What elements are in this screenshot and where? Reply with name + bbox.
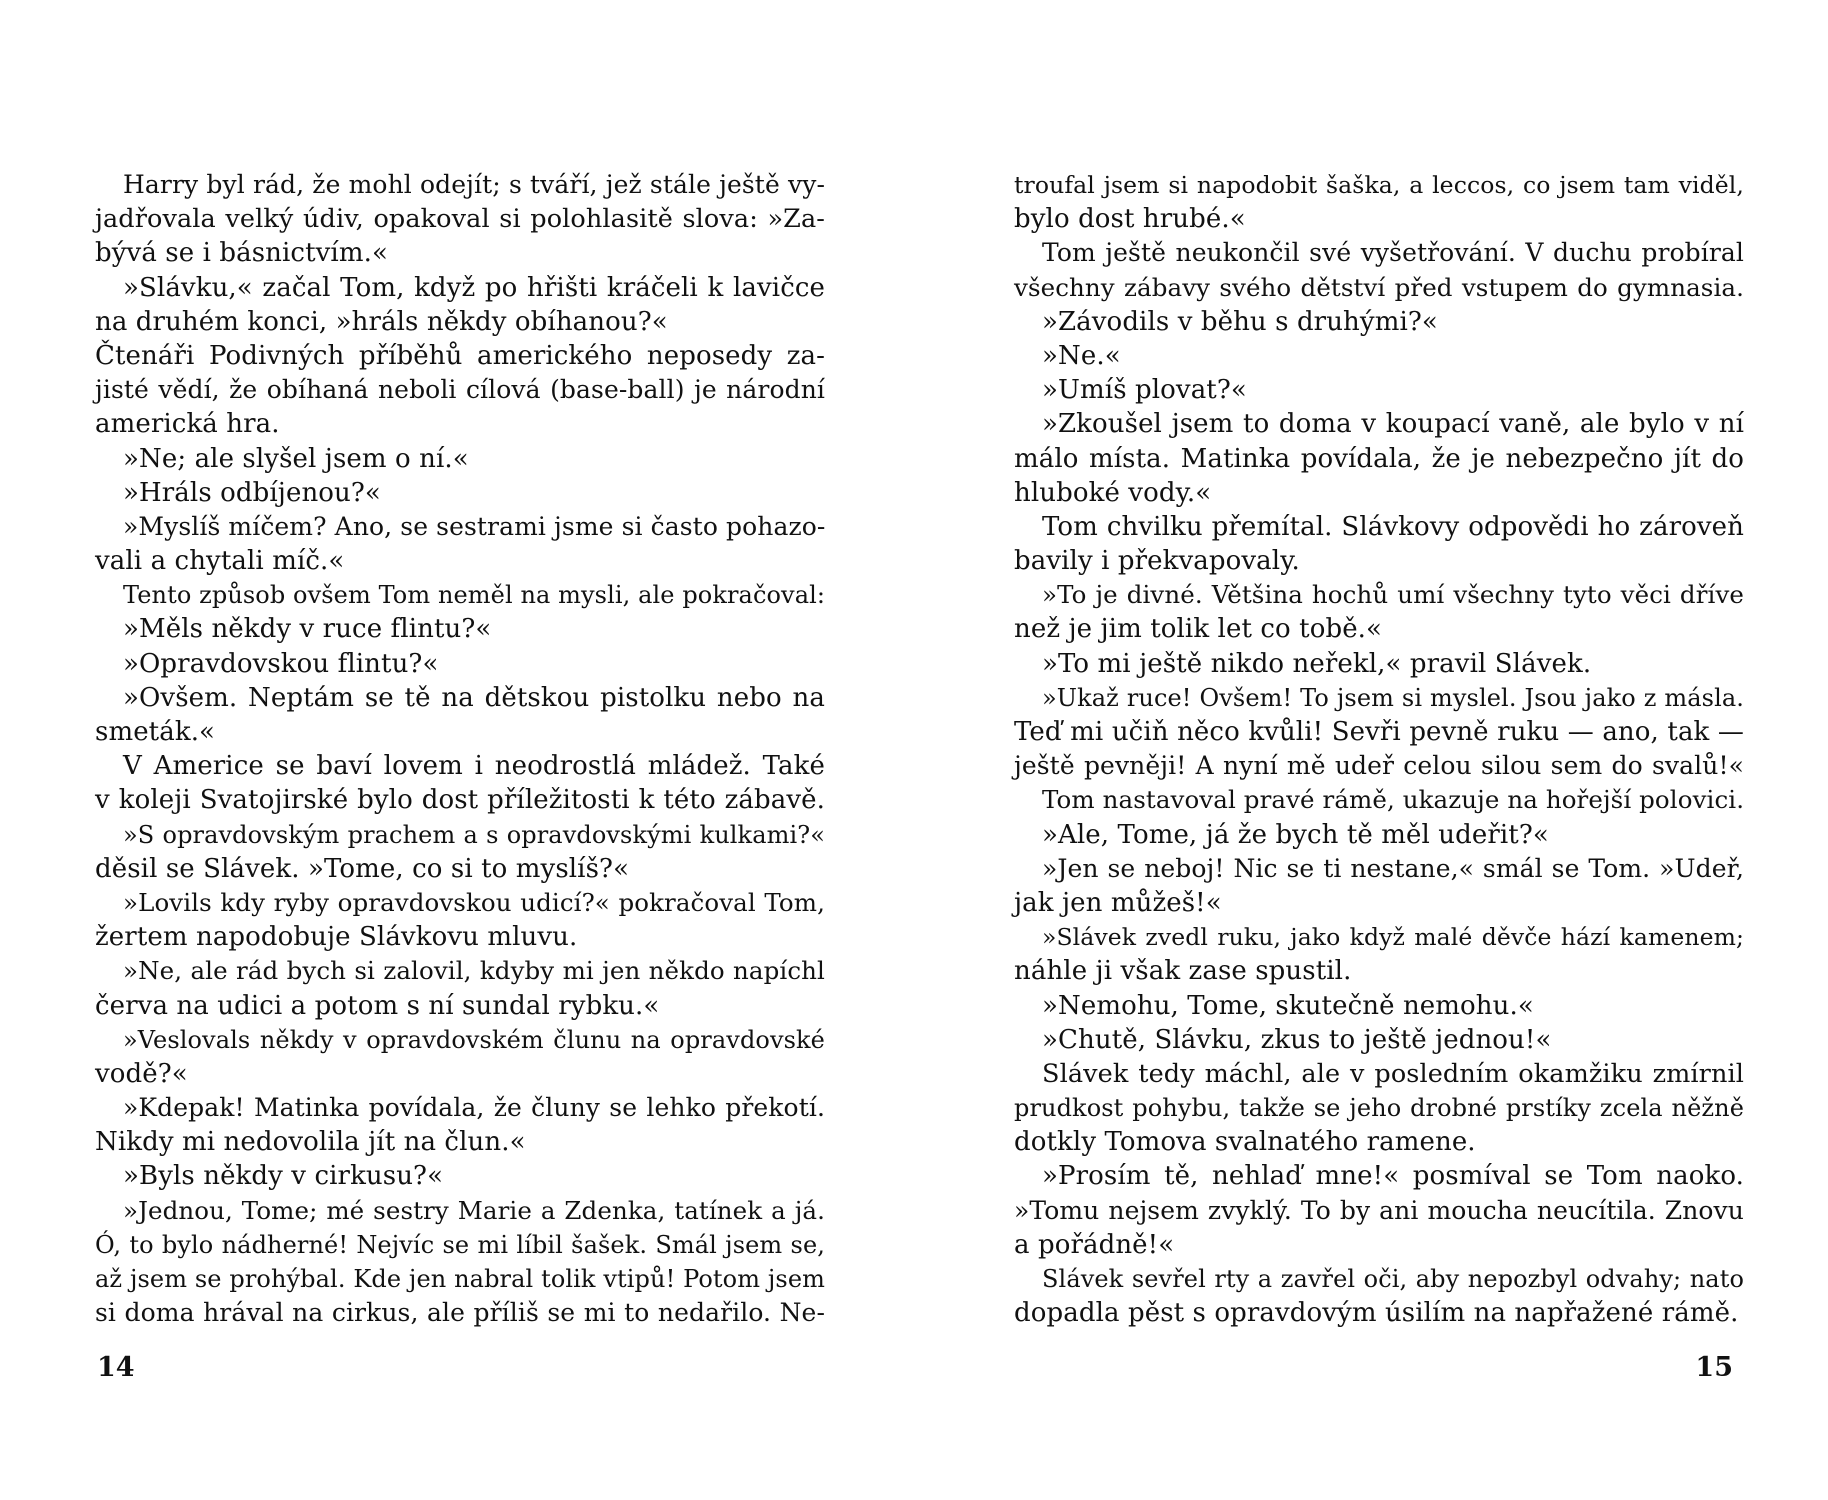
- text-line: náhle ji však zase spustil.: [1014, 956, 1352, 987]
- text-line: Tento způsob ovšem Tom neměl na mysli, ale pokračoval:: [123, 581, 826, 610]
- text-line: Tom nastavoval pravé rámě, ukazuje na hořejší polovici.: [1042, 785, 1745, 815]
- text-line: hluboké vody.«: [1014, 477, 1212, 508]
- text-line: »Nemohu, Tome, skutečně nemohu.«: [1042, 990, 1534, 1021]
- text-line: červa na udici a potom s ní sundal rybku.«: [95, 990, 660, 1021]
- text-line: »Ne, ale rád bych si zalovil, kdyby mi jen někdo napíchl: [123, 956, 825, 986]
- text-line: jadřovala velký údiv, opakoval si polohlasitě slova: »Za-: [95, 204, 825, 235]
- text-line: ještě pevněji! A nyní mě udeř celou silou sem do svalů!«: [1014, 751, 1744, 781]
- text-line: »Ale, Tome, já že bych tě měl udeřit?«: [1042, 819, 1549, 850]
- text-line: vali a chytali míč.«: [95, 546, 345, 577]
- left-page-number: 14: [97, 1352, 135, 1383]
- text-line: Slávek sevřel rty a zavřel oči, aby nepozbyl odvahy; nato: [1042, 1265, 1744, 1293]
- text-line: »S opravdovským prachem a s opravdovskými kulkami?«: [123, 820, 825, 849]
- text-line: v koleji Svatojirské bylo dost příležitosti k této zábavě.: [95, 785, 825, 816]
- text-line: vodě?«: [95, 1058, 188, 1089]
- text-line: »To je divné. Většina hochů umí všechny tyto věci dříve: [1042, 580, 1744, 610]
- text-line: »Hráls odbíjenou?«: [123, 477, 381, 508]
- text-line: »Tomu nejsem zvyklý. To by ani moucha neucítila. Znovu: [1014, 1195, 1744, 1225]
- text-line: dopadla pěst s opravdovým úsilím na napřažené rámě.: [1014, 1298, 1739, 1329]
- text-line: bylo dost hrubé.«: [1014, 204, 1246, 235]
- text-line: až jsem se prohýbal. Kde jen nabral tolik vtipů! Potom jsem: [95, 1265, 825, 1293]
- text-line: Tom chvilku přemítal. Slávkovy odpovědi ho zároveň: [1042, 511, 1744, 542]
- text-line: žertem napodobuje Slávkovu mluvu.: [95, 922, 578, 953]
- text-line: bavily i překvapovaly.: [1014, 546, 1300, 577]
- text-line: všechny zábavy svého dětství před vstupem do gymnasia.: [1014, 272, 1744, 302]
- text-line: V Americe se baví lovem i neodrostlá mládež. Také: [123, 751, 825, 782]
- text-line: než je jim tolik let co tobě.«: [1014, 614, 1383, 645]
- text-line: »Chutě, Slávku, zkus to ještě jednou!«: [1042, 1024, 1552, 1055]
- text-line: Nikdy mi nedovolila jít na člun.«: [95, 1127, 526, 1158]
- text-line: americká hra.: [95, 409, 280, 440]
- text-line: »Ukaž ruce! Ovšem! To jsem si myslel. Jsou jako z másla.: [1042, 683, 1744, 712]
- text-line: Harry byl rád, že mohl odejít; s tváří, jež stále ještě vy-: [123, 170, 825, 199]
- text-line: si doma hrával na cirkus, ale příliš se mi to nedařilo. Ne-: [95, 1298, 825, 1328]
- text-line: Ó, to bylo nádherné! Nejvíc se mi líbil šašek. Smál jsem se,: [95, 1230, 825, 1259]
- text-line: Tom ještě neukončil své vyšetřování. V duchu probíral: [1042, 238, 1744, 268]
- text-line: »Jednou, Tome; mé sestry Marie a Zdenka, tatínek a já.: [123, 1195, 825, 1225]
- text-line: »Kdepak! Matinka povídala, že čluny se lehko překotí.: [123, 1093, 825, 1123]
- text-line: prudkost pohybu, takže se jeho drobné prstíky zcela něžně: [1014, 1094, 1744, 1123]
- left-page-text: [95, 168, 825, 1330]
- text-line: »Zkoušel jsem to doma v koupací vaně, ale bylo v ní: [1042, 409, 1744, 440]
- text-line: »Myslíš míčem? Ano, se sestrami jsme si často pohazo-: [123, 511, 826, 541]
- text-line: »Ne; ale slyšel jsem o ní.«: [123, 443, 469, 474]
- text-line: »To mi ještě nikdo neřekl,« pravil Slávek.: [1042, 648, 1592, 679]
- text-line: »Jen se neboj! Nic se ti nestane,« smál se Tom. »Udeř,: [1042, 853, 1744, 883]
- text-line: »Prosím tě, nehlaď mne!« posmíval se Tom naoko.: [1042, 1161, 1744, 1192]
- right-page: [914, 0, 1828, 1500]
- text-line: »Byls někdy v cirkusu?«: [123, 1161, 444, 1192]
- text-line: jak jen můžeš!«: [1014, 887, 1222, 918]
- text-line: troufal jsem si napodobit šaška, a leccos, co jsem tam viděl,: [1014, 171, 1744, 199]
- text-line: »Slávku,« začal Tom, když po hřišti kráčeli k lavičce: [123, 272, 825, 303]
- text-line: na druhém konci, »hráls někdy obíhanou?«: [95, 306, 668, 337]
- text-line: bývá se i básnictvím.«: [95, 238, 388, 269]
- text-line: »Umíš plovat?«: [1042, 375, 1247, 406]
- text-line: »Veslovals někdy v opravdovském člunu na opravdovské: [123, 1025, 825, 1054]
- text-line: a pořádně!«: [1014, 1229, 1175, 1260]
- text-line: »Ne.«: [1042, 340, 1121, 371]
- text-line: smeták.«: [95, 717, 216, 747]
- text-line: Teď mi učiň něco kvůli! Sevři pevně ruku — ano, tak —: [1014, 717, 1744, 747]
- right-page-text: [1014, 168, 1744, 1330]
- text-line: »Slávek zvedl ruku, jako když malé děvče hází kamenem;: [1042, 923, 1744, 952]
- text-line: »Měls někdy v ruce flintu?«: [123, 614, 492, 645]
- text-line: málo místa. Matinka povídala, že je nebezpečno jít do: [1014, 443, 1744, 474]
- text-line: »Ovšem. Neptám se tě na dětskou pistolku nebo na: [123, 682, 825, 713]
- right-page-number: 15: [1695, 1352, 1733, 1383]
- text-line: »Lovils kdy ryby opravdovskou udicí?« pokračoval Tom,: [123, 887, 825, 917]
- text-line: Slávek tedy máchl, ale v posledním okamžiku zmírnil: [1042, 1058, 1744, 1089]
- text-line: Čtenáři Podivných příběhů amerického neposedy za-: [95, 340, 825, 371]
- text-line: »Opravdovskou flintu?«: [123, 648, 439, 679]
- text-line: dotkly Tomova svalnatého ramene.: [1014, 1127, 1476, 1158]
- text-line: děsil se Slávek. »Tome, co si to myslíš?«: [95, 853, 630, 884]
- text-line: jisté vědí, že obíhaná neboli cílová (base-ball) je národní: [95, 375, 825, 405]
- text-line: »Závodils v běhu s druhými?«: [1042, 306, 1438, 337]
